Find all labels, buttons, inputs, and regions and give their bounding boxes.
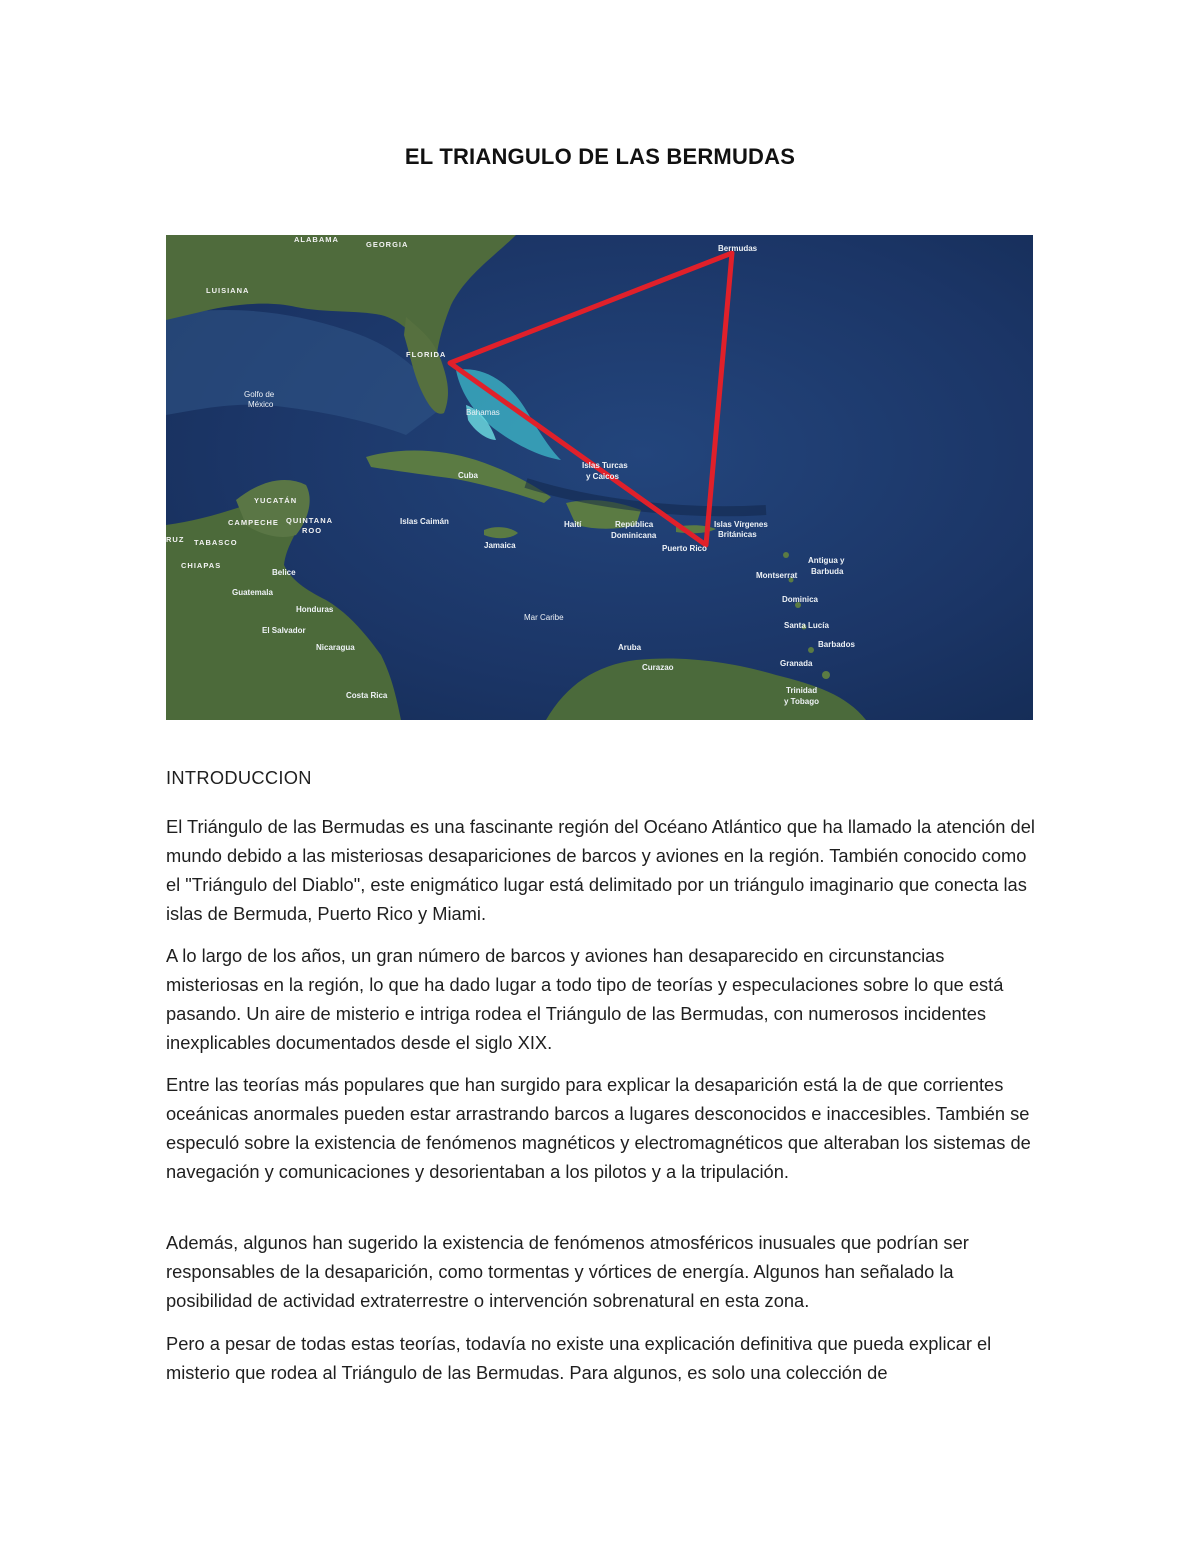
label-golfo-1: Golfo de	[244, 390, 275, 399]
body-paragraph-4	[166, 1228, 1036, 1315]
label-tabasco: TABASCO	[194, 538, 238, 547]
label-santalucia: Santa Lucía	[784, 621, 829, 630]
label-jamaica: Jamaica	[484, 541, 516, 550]
label-salvador: El Salvador	[262, 626, 306, 635]
body-paragraph-3	[166, 1070, 1036, 1186]
label-antigua-2: Barbuda	[811, 567, 844, 576]
label-marcaribe: Mar Caribe	[524, 613, 564, 622]
label-honduras: Honduras	[296, 605, 334, 614]
label-belice: Belice	[272, 568, 296, 577]
paragraph-1-text: El Triángulo de las Bermudas es una fascinante región del Océano Atlántico que ha llamado la atención del mundo debido a las misteriosas desapariciones de barcos y aviones en la región. También conocido como el "Triángulo del Diablo", este enigmático lugar está delimitado por un triángulo imaginario que conecta las islas de Bermuda, Puerto Rico y Miami.	[166, 816, 1035, 924]
label-barbados: Barbados	[818, 640, 855, 649]
label-luisiana: LUISIANA	[206, 286, 250, 295]
paragraph-5-text: Pero a pesar de todas estas teorías, todavía no existe una explicación definitiva que pueda explicar el misterio que rodea al Triángulo de las Bermudas. Para algunos, es solo una colección de	[166, 1333, 992, 1383]
label-golfo-2: México	[248, 400, 274, 409]
label-alabama: ALABAMA	[294, 235, 339, 244]
body-paragraph-2	[166, 941, 1036, 1057]
label-trinidad-2: y Tobago	[784, 697, 819, 706]
paragraph-3-text: Entre las teorías más populares que han surgido para explicar la desaparición está la de que corrientes oceánicas anormales pueden estar arrastrando barcos a lugares desconocidos e inaccesibles. También se especuló sobre la existencia de fenómenos magnéticos y electromagnéticos que alteraban los sistemas de navegación y comunicaciones y desorientaban a los pilotos y a la tripulación.	[166, 1074, 1031, 1182]
body-paragraph-1	[166, 812, 1036, 928]
label-chiapas: CHIAPAS	[181, 561, 222, 570]
label-bermudas: Bermudas	[718, 244, 758, 253]
label-curazao: Curazao	[642, 663, 674, 672]
label-bahamas: Bahamas	[466, 408, 500, 417]
paragraph-2-text: A lo largo de los años, un gran número de barcos y aviones han desaparecido en circunstancias misteriosas en la región, lo que ha dado lugar a todo tipo de teorías y especulaciones sobre lo que está pasando. Un aire de misterio e intriga rodea el Triángulo de las Bermudas, con numerosos incidentes inexplicables documentados desde el siglo XIX.	[166, 945, 1004, 1053]
label-quintana-2: ROO	[302, 526, 323, 535]
label-rd-1: República	[615, 520, 654, 529]
map-image	[166, 235, 1033, 720]
label-virgenes-1: Islas Vírgenes	[714, 520, 768, 529]
label-dominica: Dominica	[782, 595, 819, 604]
label-caiman: Islas Caimán	[400, 517, 449, 526]
paragraph-4-text: Además, algunos han sugerido la existencia de fenómenos atmosféricos inusuales que podrían ser responsables de la desaparición, como tormentas y vórtices de energía. Algunos han señalado la posibilidad de actividad extraterrestre o intervención sobrenatural en esta zona.	[166, 1232, 969, 1311]
label-guatemala: Guatemala	[232, 588, 273, 597]
label-turcas-1: Islas Turcas	[582, 461, 628, 470]
label-antigua-1: Antigua y	[808, 556, 845, 565]
label-quintana-1: QUINTANA	[286, 516, 334, 525]
label-granada: Granada	[780, 659, 813, 668]
bermuda-triangle-map	[166, 235, 1033, 720]
label-haiti: Haití	[564, 520, 582, 529]
label-puertorico: Puerto Rico	[662, 544, 707, 553]
label-nicaragua: Nicaragua	[316, 643, 355, 652]
section-heading-introduccion: INTRODUCCION	[166, 767, 312, 788]
label-georgia: GEORGIA	[366, 240, 409, 249]
label-turcas-2: y Caicos	[586, 472, 619, 481]
label-rd-2: Dominicana	[611, 531, 657, 540]
label-florida: FLORIDA	[406, 350, 447, 359]
label-campeche: CAMPECHE	[228, 518, 279, 527]
label-trinidad-1: Trinidad	[786, 686, 818, 695]
label-costarica: Costa Rica	[346, 691, 388, 700]
label-montserrat: Montserrat	[756, 571, 798, 580]
label-yucatan: YUCATÁN	[254, 496, 298, 505]
label-virgenes-2: Británicas	[718, 530, 757, 539]
label-cuba: Cuba	[458, 471, 478, 480]
label-ruz: RUZ	[166, 535, 185, 544]
label-aruba: Aruba	[618, 643, 642, 652]
body-paragraph-5	[166, 1329, 1036, 1387]
page-title: EL TRIANGULO DE LAS BERMUDAS	[404, 144, 796, 169]
